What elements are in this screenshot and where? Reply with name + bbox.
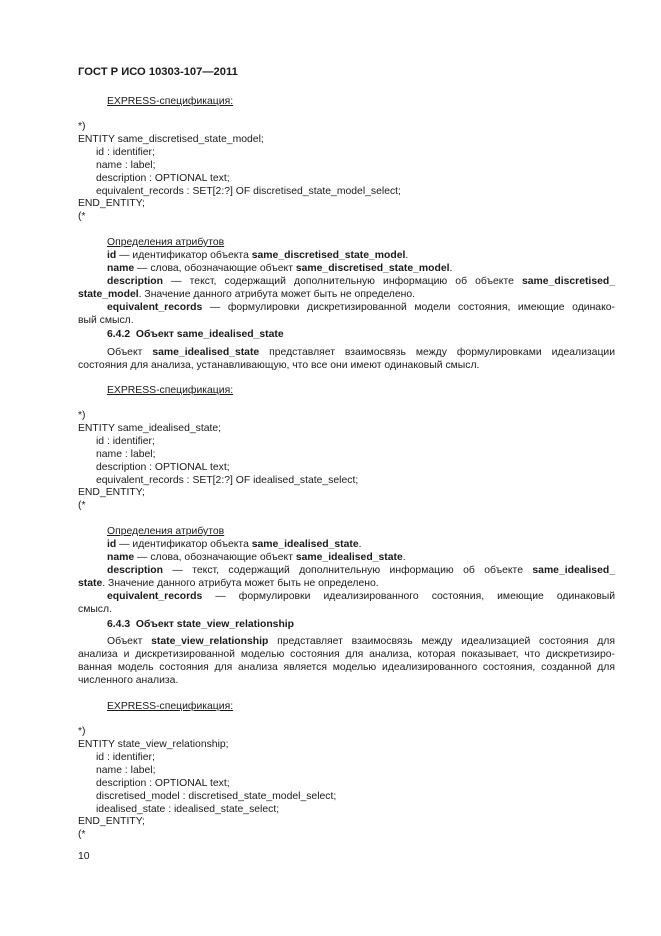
code-close: (* [78, 500, 86, 511]
section-paragraph-cont: анализа и дискретизированной моделью состояния для анализа, которая показывает, что дискретизиро- [78, 649, 615, 660]
code-attr: idealised_state : idealised_state_select; [96, 804, 280, 815]
def-description: description — текст, содержащий дополнительную информацию об объекте same_discretised_ [107, 276, 615, 287]
def-name: name — слова, обозначающие объект same_discretised_state_model. [107, 263, 453, 274]
express-label: EXPRESS-спецификация: [107, 96, 234, 107]
code-entity: ENTITY same_idealised_state; [78, 423, 222, 434]
def-equivalent-records: equivalent_records — формулировки идеализированного состояния, имеющие одинаковый [107, 591, 615, 602]
section-paragraph-cont: ванная модель состояния для анализа является моделью идеализированного состояния, созданной для [78, 662, 615, 673]
code-attr: id : identifier; [96, 752, 155, 763]
section-paragraph-cont: численного анализа. [78, 675, 179, 686]
code-close: (* [78, 829, 86, 840]
def-description: description — текст, содержащий дополнительную информацию об объекте same_idealised_ [107, 565, 615, 576]
document-header: ГОСТ Р ИСО 10303-107—2011 [78, 66, 238, 78]
express-label: EXPRESS-спецификация: [107, 701, 234, 712]
section-paragraph: Объект state_view_relationship представляет взаимосвязь между идеализацией состояния для [107, 636, 615, 647]
code-attr: id : identifier; [96, 436, 155, 447]
section-heading-642: 6.4.2 Объект same_idealised_state [107, 329, 284, 340]
def-id: id — идентификатор объекта same_idealised_state. [107, 539, 362, 550]
def-id: id — идентификатор объекта same_discretised_state_model. [107, 250, 409, 261]
section-paragraph: Объект same_idealised_state представляет взаимосвязь между формулировками идеализации [107, 347, 615, 358]
section-heading-643: 6.4.3 Объект state_view_relationship [107, 619, 295, 630]
page-number: 10 [78, 851, 90, 862]
code-end: END_ENTITY; [78, 198, 145, 209]
code-entity: ENTITY same_discretised_state_model; [78, 134, 264, 145]
code-attr: description : OPTIONAL text; [96, 173, 230, 184]
code-open: *) [78, 410, 86, 421]
code-attr: id : identifier; [96, 147, 155, 158]
code-entity: ENTITY state_view_relationship; [78, 739, 229, 750]
code-open: *) [78, 726, 86, 737]
code-attr: equivalent_records : SET[2:?] OF discretised_state_model_select; [96, 186, 401, 197]
code-attr: name : label; [96, 160, 156, 171]
code-attr: description : OPTIONAL text; [96, 778, 230, 789]
def-equivalent-records-cont: вый смысл. [78, 315, 134, 326]
code-attr: description : OPTIONAL text; [96, 462, 230, 473]
code-close: (* [78, 211, 86, 222]
code-attr: discretised_model : discretised_state_model_select; [96, 791, 337, 802]
code-attr: name : label; [96, 765, 156, 776]
defs-label: Определения атрибутов [107, 526, 225, 537]
code-end: END_ENTITY; [78, 487, 145, 498]
code-open: *) [78, 121, 86, 132]
def-equivalent-records: equivalent_records — формулировки дискретизированной модели состояния, имеющие одинако- [107, 302, 615, 313]
section-paragraph-cont: состояния для анализа, устанавливающую, что все они имеют одинаковый смысл. [78, 360, 480, 371]
def-description-cont: state. Значение данного атрибута может быть не определено. [78, 578, 379, 589]
def-name: name — слова, обозначающие объект same_idealised_state. [107, 552, 406, 563]
def-equivalent-records-cont: смысл. [78, 604, 112, 615]
code-end: END_ENTITY; [78, 816, 145, 827]
defs-label: Определения атрибутов [107, 237, 225, 248]
express-label: EXPRESS-спецификация: [107, 385, 234, 396]
code-attr: name : label; [96, 449, 156, 460]
code-attr: equivalent_records : SET[2:?] OF idealised_state_select; [96, 475, 359, 486]
def-description-cont: state_model. Значение данного атрибута может быть не определено. [78, 289, 416, 300]
